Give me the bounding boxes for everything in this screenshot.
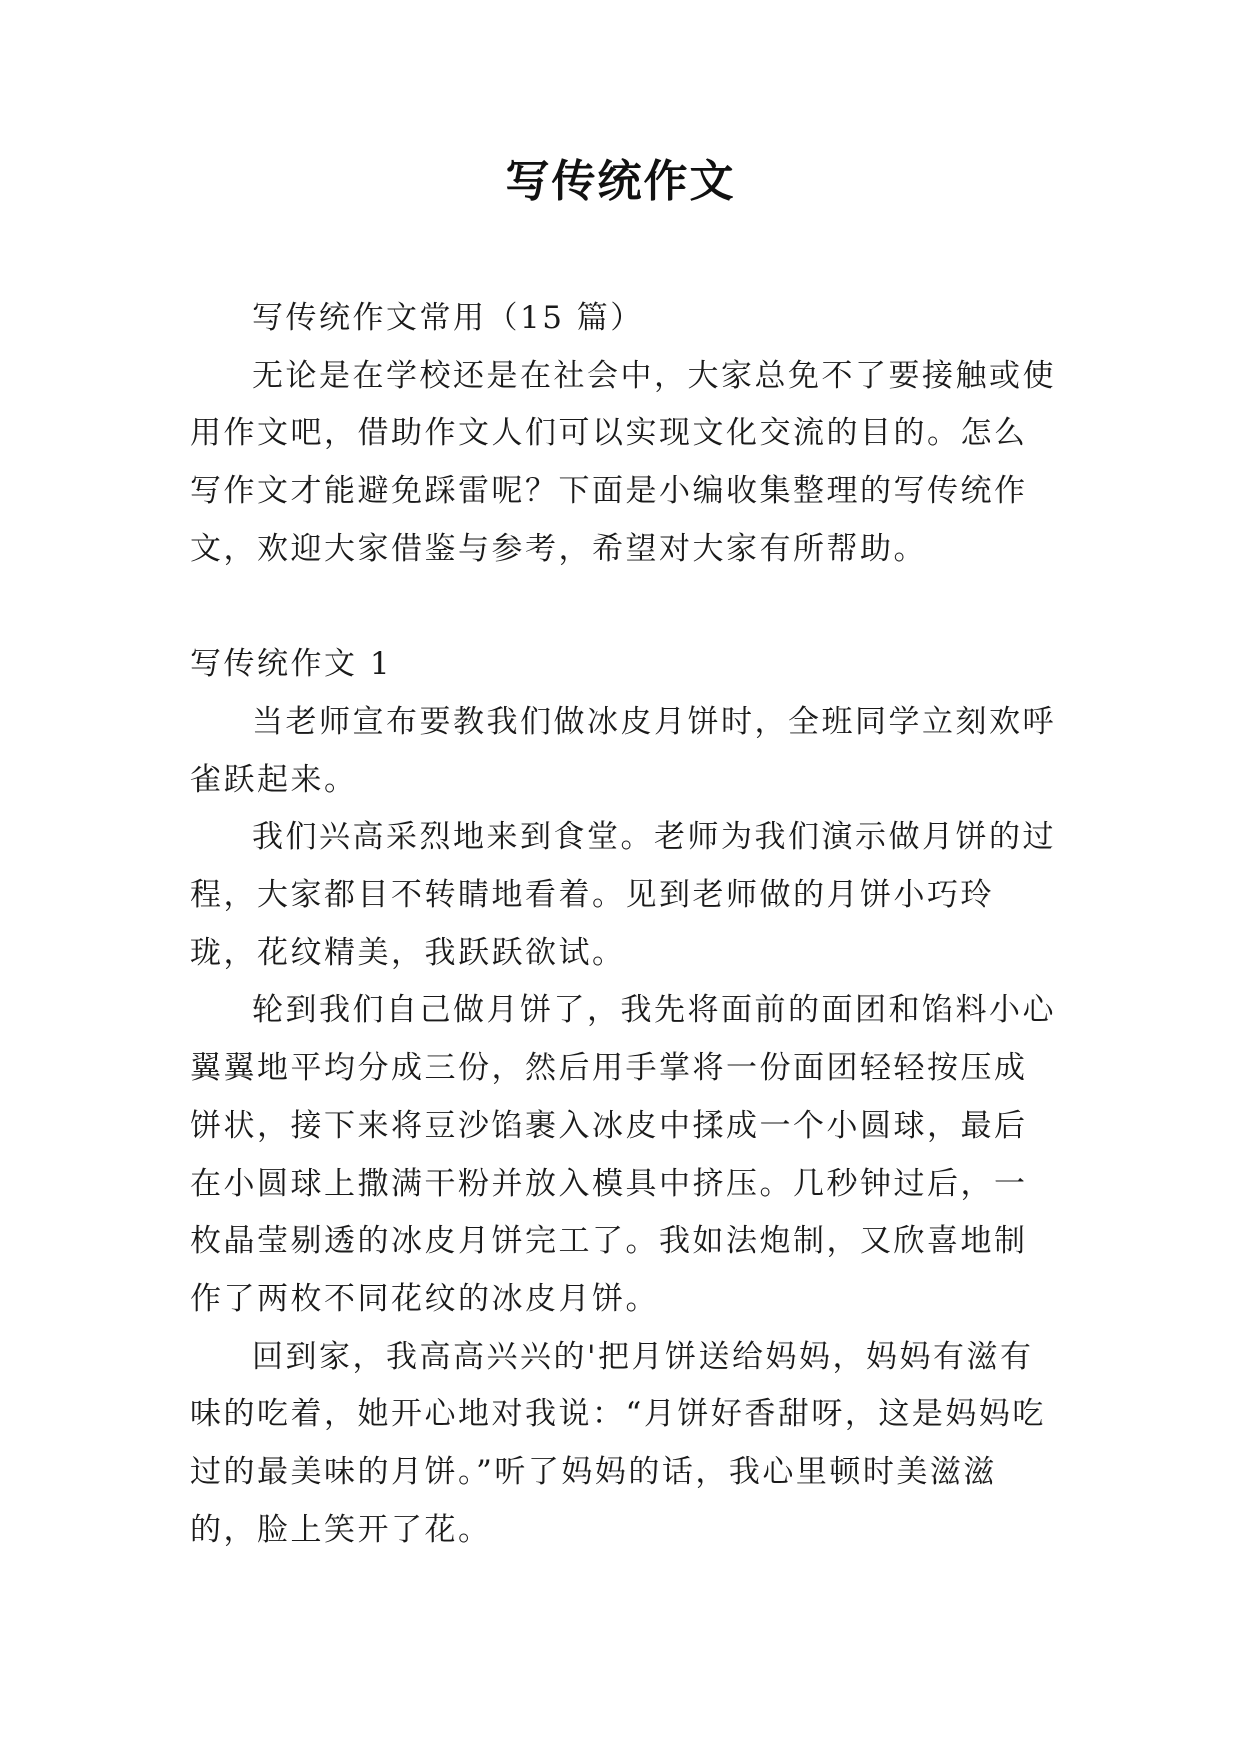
paragraph-3: 轮到我们自己做月饼了，我先将面前的面团和馅料小心翼翼地平均分成三份，然后用手掌将一份面团轻轻按压成饼状，接下来将豆沙馅裹入冰皮中揉成一个小圆球，最后在小圆球上撒满干粉并放入模具中挤压。几秒钟过后，一枚晶莹剔透的冰皮月饼完工了。我如法炮制，又欣喜地制作了两枚不同花纹的冰皮月饼。	[190, 992, 1056, 1317]
paragraph-1: 当老师宣布要教我们做冰皮月饼时，全班同学立刻欢呼雀跃起来。	[190, 703, 1056, 798]
intro-paragraph: 无论是在学校还是在社会中，大家总免不了要接触或使用作文吧，借助作文人们可以实现文化交流的目的。怎么写作文才能避免踩雷呢？下面是小编收集整理的写传统作文，欢迎大家借鉴与参考，希望对大家有所帮助。	[190, 357, 1056, 567]
blank-line	[190, 579, 1060, 637]
section-heading: 写传统作文 1	[190, 646, 393, 683]
document-body	[190, 290, 1060, 1559]
document-subtitle: 写传统作文常用（15 篇）	[252, 300, 644, 336]
paragraph-4: 回到家，我高高兴兴的'把月饼送给妈妈，妈妈有滋有味的吃着，她开心地对我说：“月饼好香甜呀，这是妈妈吃过的最美味的月饼。”听了妈妈的话，我心里顿时美滋滋的，脸上笑开了花。	[190, 1338, 1046, 1548]
document-title: 写传统作文	[505, 156, 736, 207]
paragraph-2: 我们兴高采烈地来到食堂。老师为我们演示做月饼的过程，大家都目不转睛地看着。见到老师做的月饼小巧玲珑，花纹精美，我跃跃欲试。	[190, 819, 1056, 971]
